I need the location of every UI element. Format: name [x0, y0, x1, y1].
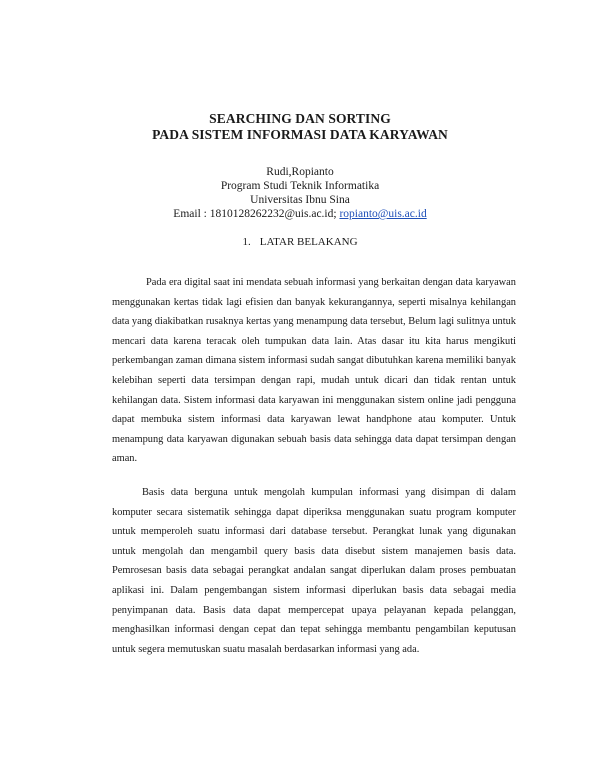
study-program: Program Studi Teknik Informatika — [220, 180, 380, 192]
body-paragraph-2: Basis data berguna untuk mengolah kumpulan informasi yang disimpan di dalam komputer secara sistematik sehingga dapat diperiksa menggunakan suatu program komputer untuk memperoleh suatu informasi dari database tersebut. Perangkat lunak yang digunakan untuk mengolah dan mengambil query basis data disebut sistem manajemen basis data. Pemrosesan basis data sebagai perangkat andalan sangat diperlukan dalam proses pembuatan aplikasi ini. Dalam pengembangan sistem informasi diperlukan basis data sebagai media penyimpanan data. Basis data dapat mempercepat upaya pelayanan kepada pelanggan, menghasilkan informasi dengan cepat dan tepat sehingga membantu pengambilan keputusan untuk segera memutuskan suatu masalah berdasarkan informasi yang ada. — [112, 487, 516, 655]
body-paragraph-1: Pada era digital saat ini mendata sebuah informasi yang berkaitan dengan data karyawan menggunakan kertas tidak lagi efisien dan banyak kekurangannya, seperti misalnya kehilangan data yang diakibatkan rusaknya kertas yang menampung data tersebut, Belum lagi sulitnya untuk mencari data karena teracak oleh tumpukan data lain. Atas dasar itu kita harus mengikuti perkembangan zaman dimana sistem informasi sudah sangat dibutuhkan karena memiliki banyak kelebihan seperti data tersimpan dengan rapi, mudah untuk dicari dan tidak rentan untuk kehilangan data. Sistem informasi data karyawan ini menggunakan sistem online jadi pengguna dapat membuka sistem informasi data karyawan lewat handphone atau komputer. Untuk menampung data karyawan digunakan sebuah basis data sehingga data dapat tersimpan dengan aman. — [112, 277, 516, 465]
university-name: Universitas Ibnu Sina — [250, 194, 350, 206]
section-title: LATAR BELAKANG — [259, 236, 358, 248]
email-line — [0, 208, 600, 220]
email-link[interactable]: ropianto@uis.ac.id — [339, 208, 427, 220]
author-name: Rudi,Ropianto — [266, 166, 334, 178]
section-number: 1. — [242, 236, 251, 248]
paper-title-line-2: PADA SISTEM INFORMASI DATA KARYAWAN — [152, 127, 448, 142]
paper-title-line-1: SEARCHING DAN SORTING — [209, 111, 391, 126]
section-heading — [0, 236, 600, 248]
email-prefix: Email : 1810128262232@uis.ac.id; — [173, 208, 337, 220]
